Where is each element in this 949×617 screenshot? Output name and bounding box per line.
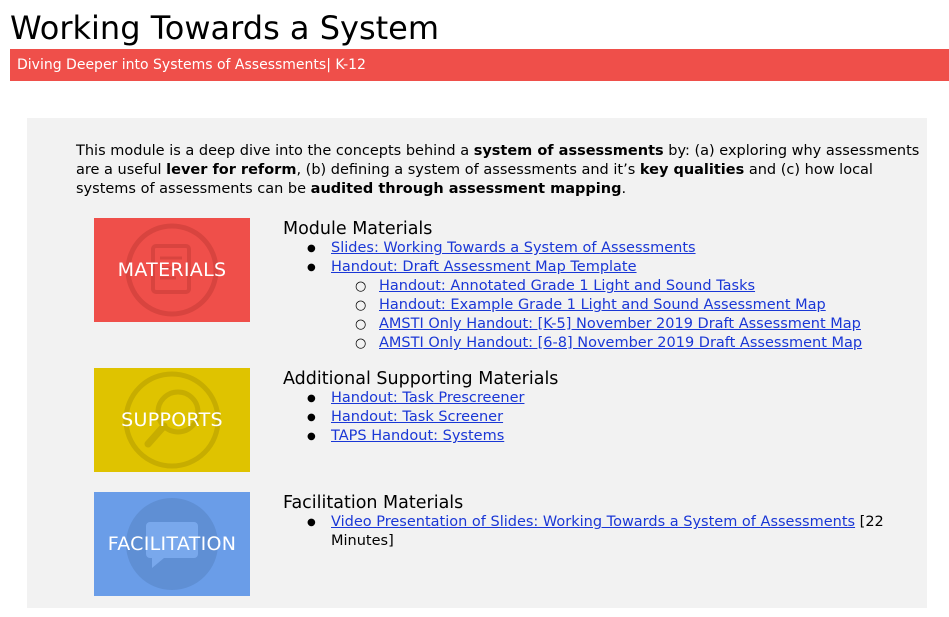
intro-text: and (c) how local systems of assessments can be <box>76 162 873 197</box>
page-title: Working Towards a System <box>10 9 440 47</box>
subtitle-banner <box>10 49 949 81</box>
list-item <box>283 427 923 446</box>
taps-link[interactable]: TAPS Handout: Systems <box>331 428 505 444</box>
list-item <box>283 389 923 408</box>
materials-label: MATERIALS <box>117 259 227 281</box>
banner-text: Diving Deeper into Systems of Assessments| K-12 <box>17 57 366 73</box>
list-item <box>283 258 923 277</box>
intro-bold: system of assessments <box>473 143 664 159</box>
list-item <box>283 408 923 427</box>
sub-list-item <box>283 277 923 296</box>
content-panel <box>27 118 927 608</box>
tasks-link[interactable]: Handout: Annotated Grade 1 Light and Sound Tasks <box>379 278 756 294</box>
intro-bold: audited through assessment mapping <box>310 181 622 197</box>
module-materials-list <box>283 239 923 353</box>
intro-text: by: (a) exploring why assessments are a useful <box>76 143 920 178</box>
k5-map-link[interactable]: AMSTI Only Handout: [K-5] November 2019 Draft Assessment Map <box>379 316 861 332</box>
intro-bold: lever for reform <box>166 162 297 178</box>
list-item <box>283 513 891 551</box>
68-map-link[interactable]: AMSTI Only Handout: [6-8] November 2019 Draft Assessment Map <box>379 335 863 351</box>
facilitation-materials-list <box>283 513 923 551</box>
intro-paragraph <box>76 142 936 199</box>
sub-list-item <box>283 334 923 353</box>
video-link[interactable]: Video Presentation of Slides: Working Towards a System of Assessments <box>331 514 856 530</box>
intro-text: This module is a deep dive into the concepts behind a <box>76 143 474 159</box>
section-title: Module Materials <box>283 219 433 239</box>
example-map-link[interactable]: Handout: Example Grade 1 Light and Sound Assessment Map <box>379 297 826 313</box>
list-item <box>283 239 923 258</box>
screener-link[interactable]: Handout: Task Screener <box>331 409 504 425</box>
intro-text: , (b) defining a system of assessments and it’s <box>296 162 640 178</box>
intro-text: . <box>621 181 627 197</box>
facilitation-materials-section <box>283 493 923 551</box>
template-link[interactable]: Handout: Draft Assessment Map Template <box>331 259 637 275</box>
materials-tile <box>94 218 250 322</box>
prescreener-link[interactable]: Handout: Task Prescreener <box>331 390 525 406</box>
facilitation-label: FACILITATION <box>107 533 237 555</box>
supporting-materials-section <box>283 369 923 446</box>
sub-list-item <box>283 315 923 334</box>
sub-list-item <box>283 296 923 315</box>
video-duration: [22 Minutes] <box>331 514 884 549</box>
supports-tile <box>94 368 250 472</box>
section-title: Additional Supporting Materials <box>283 369 559 389</box>
supports-label: SUPPORTS <box>121 409 223 431</box>
supporting-materials-list <box>283 389 923 446</box>
module-materials-section <box>283 219 923 353</box>
facilitation-tile <box>94 492 250 596</box>
section-title: Facilitation Materials <box>283 493 464 513</box>
intro-bold: key qualities <box>639 162 745 178</box>
slides-link[interactable]: Slides: Working Towards a System of Assessments <box>331 240 696 256</box>
